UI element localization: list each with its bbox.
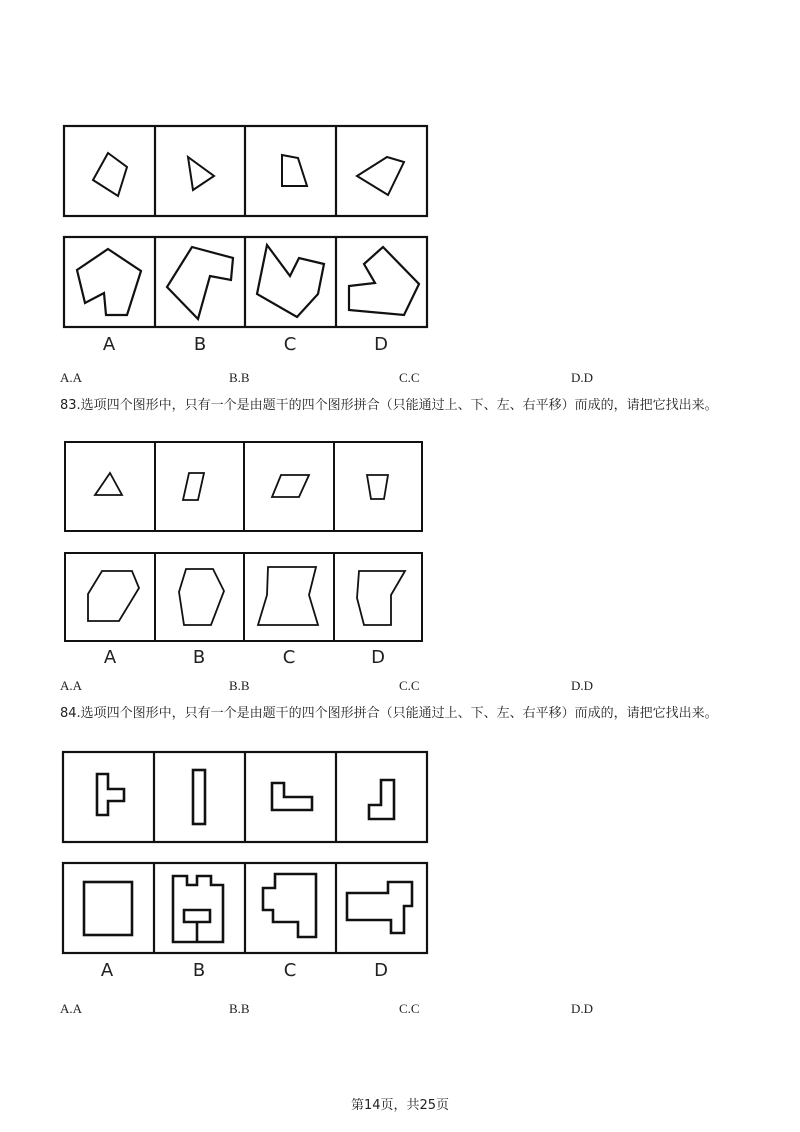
q84-answer-d[interactable]: D.D [571, 1001, 594, 1016]
q84-option-d-shape [347, 882, 412, 933]
q84-letter-d: D [374, 960, 388, 981]
q84-answer-a[interactable]: A.A [60, 1001, 83, 1016]
q82-letter-b: B [193, 334, 207, 355]
q83-letter-d: D [371, 647, 385, 668]
q82-answer-c[interactable]: C.C [399, 370, 420, 385]
q84-option-b-shape [173, 876, 223, 942]
q84-option-a-shape [84, 882, 132, 935]
q83-answer-a[interactable]: A.A [60, 678, 83, 693]
q82-letter-a: A [102, 334, 116, 355]
q83-answer-b[interactable]: B.B [229, 678, 250, 693]
q83-letter-b: B [192, 647, 206, 668]
q83-answer-c[interactable]: C.C [399, 678, 420, 693]
q84-question-text: 84.选项四个图形中，只有一个是由题干的四个图形拼合（只能通过上、下、左、右平移）而成的，请把它找出来。 [60, 706, 718, 721]
q83-question-text: 83.选项四个图形中，只有一个是由题干的四个图形拼合（只能通过上、下、左、右平移）而成的，请把它找出来。 [60, 398, 718, 413]
q84-option-c-shape [263, 874, 316, 937]
q84-letter-a: A [100, 960, 114, 981]
q83-letter-c: C [282, 647, 296, 668]
q84-answer-c[interactable]: C.C [399, 1001, 420, 1016]
q84-letter-b: B [192, 960, 206, 981]
q83-answer-d[interactable]: D.D [571, 678, 594, 693]
q83-letter-a: A [103, 647, 117, 668]
q82-letter-c: C [283, 334, 297, 355]
q84-letter-c: C [283, 960, 297, 981]
q82-answer-d[interactable]: D.D [571, 370, 594, 385]
q84-answer-options [0, 1001, 800, 1019]
q84-option-letters [0, 960, 800, 986]
q82-letter-d: D [374, 334, 388, 355]
page-number-footer: 第14页，共25页 [350, 1098, 450, 1113]
q84-answer-b[interactable]: B.B [229, 1001, 250, 1016]
q82-answer-a[interactable]: A.A [60, 370, 83, 385]
q82-answer-b[interactable]: B.B [229, 370, 250, 385]
